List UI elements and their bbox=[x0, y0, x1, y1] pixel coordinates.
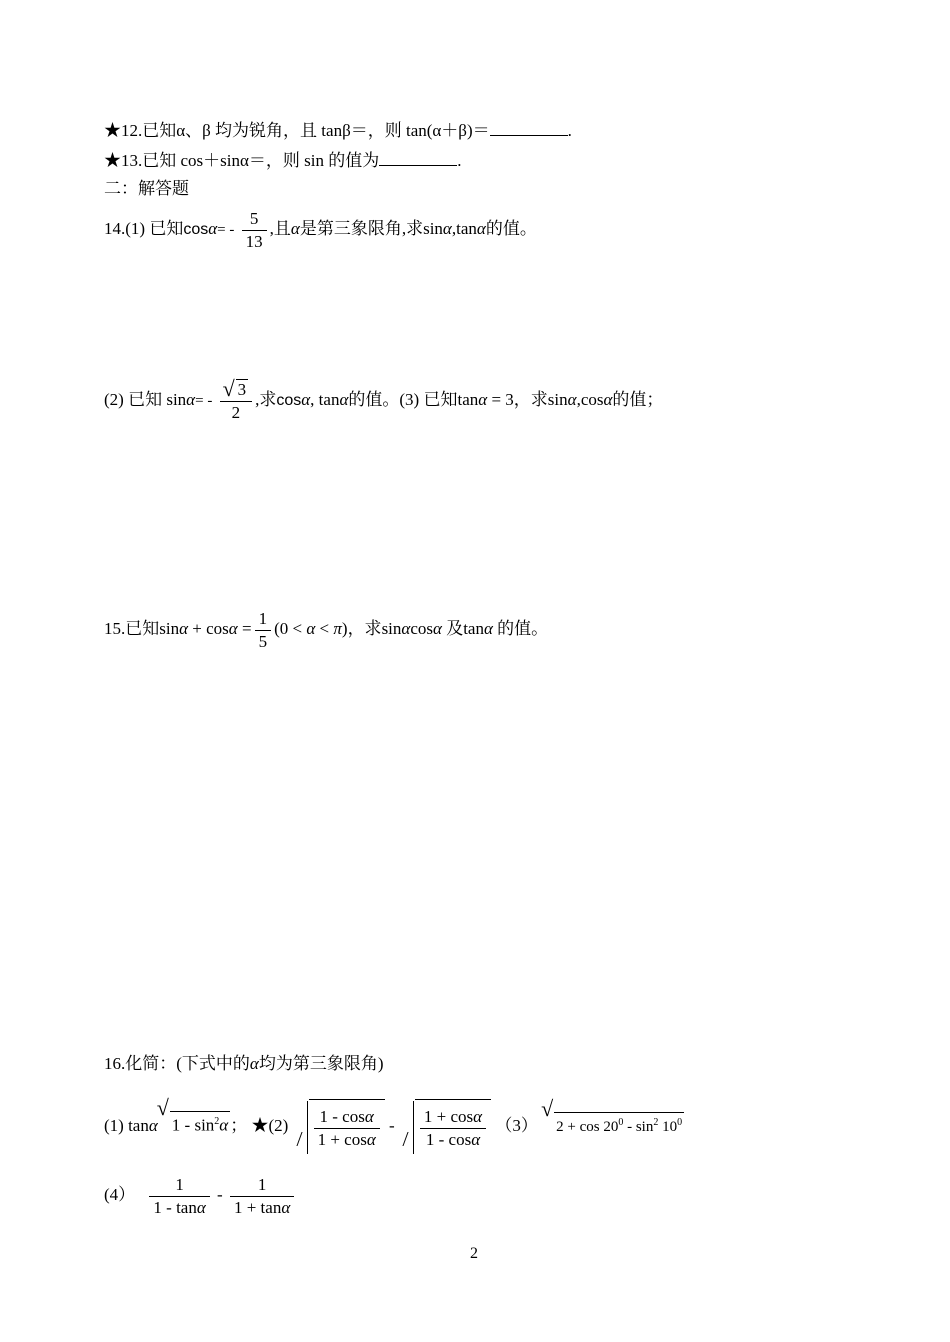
numerator: 1 bbox=[175, 1174, 184, 1194]
numerator: 1 - cos bbox=[319, 1107, 365, 1127]
pi-symbol: π bbox=[333, 619, 342, 638]
alpha-symbol: α bbox=[228, 619, 238, 638]
star-icon: ★ bbox=[251, 1116, 269, 1135]
q14-p3-eq: = 3 bbox=[491, 390, 514, 409]
numerator: 5 bbox=[249, 208, 259, 228]
page-number: 2 bbox=[470, 1245, 478, 1262]
q12-text: 12.已知α、β 均为锐角，且 tanβ＝，则 tan(α＋β)＝ bbox=[121, 121, 490, 140]
q15-sin: sin bbox=[159, 619, 180, 638]
sqrt bbox=[158, 1098, 230, 1154]
expr3-end: 10 bbox=[662, 1119, 678, 1135]
question-15 bbox=[104, 605, 548, 653]
question-12 bbox=[104, 119, 572, 143]
q14-p1-cos: cos bbox=[183, 221, 209, 238]
denominator: 13 bbox=[242, 230, 267, 253]
alpha-symbol: α bbox=[476, 219, 486, 238]
alpha-symbol: α bbox=[249, 1054, 259, 1073]
radicand: 3 bbox=[237, 379, 247, 399]
q15-prefix: 15.已知 bbox=[104, 619, 160, 638]
sqrt bbox=[224, 379, 249, 401]
numerator: 1 bbox=[258, 608, 268, 628]
alpha-symbol: α bbox=[483, 619, 493, 638]
expr1-radicand: 1 - sin bbox=[171, 1116, 215, 1135]
q14-p3-cos: cos bbox=[580, 390, 604, 409]
q14-p3-end: 的值； bbox=[612, 390, 664, 409]
expr3-radicand: 2 + cos 20 bbox=[556, 1119, 619, 1135]
fraction bbox=[149, 1174, 209, 1219]
alpha-symbol: α bbox=[364, 1107, 374, 1127]
q14-p1-sin: sin bbox=[423, 219, 443, 238]
fraction bbox=[420, 1106, 486, 1151]
alpha-symbol: α bbox=[148, 1116, 158, 1135]
star-icon: ★ bbox=[104, 121, 121, 140]
star-icon: ★ bbox=[104, 151, 121, 170]
denominator: 1 - cos bbox=[425, 1130, 472, 1150]
question-16-expressions bbox=[104, 1098, 684, 1156]
alpha-symbol: α bbox=[219, 1116, 229, 1135]
q14-p2-eq: = - bbox=[195, 393, 213, 409]
q13-end: . bbox=[457, 151, 462, 170]
q15-cond-open: (0 < bbox=[274, 619, 303, 638]
question-14-part1 bbox=[104, 205, 537, 254]
q14-p1-end: 的值。 bbox=[485, 219, 537, 238]
expr1-label: (1) bbox=[104, 1116, 124, 1135]
q14-p2-end: 的值。(3) 已知 bbox=[348, 390, 458, 409]
denominator: 5 bbox=[255, 630, 272, 653]
superscript: 2 bbox=[653, 1117, 659, 1128]
q13-text: 13.已知 cos＋sinα＝，则 sin 的值为 bbox=[121, 151, 380, 170]
q14-p2-prefix: (2) 已知 sin bbox=[104, 390, 187, 409]
alpha-symbol: α bbox=[290, 219, 300, 238]
denominator: 2 bbox=[220, 401, 253, 424]
comma: , bbox=[310, 390, 315, 409]
q15-cos: cos bbox=[206, 619, 229, 638]
sqrt bbox=[399, 1099, 491, 1156]
alpha-symbol: α bbox=[186, 390, 196, 409]
q14-p2-tan: tan bbox=[318, 390, 340, 409]
alpha-symbol: α bbox=[471, 1130, 481, 1150]
fraction bbox=[314, 1106, 380, 1151]
expr1-tan: tan bbox=[128, 1116, 149, 1135]
question-16-expression-4 bbox=[104, 1170, 297, 1220]
alpha-symbol: α bbox=[179, 619, 189, 638]
alpha-symbol: α bbox=[401, 619, 411, 638]
question-13 bbox=[104, 149, 462, 173]
q14-p1-mid: ,且 bbox=[269, 219, 291, 238]
q16-title-suffix: 均为第三象限角) bbox=[258, 1054, 384, 1073]
sqrt bbox=[542, 1099, 684, 1155]
alpha-symbol: α bbox=[567, 390, 577, 409]
q15-and: 及 bbox=[446, 619, 464, 638]
answer-blank bbox=[490, 121, 568, 136]
expr2-label: (2) bbox=[268, 1116, 289, 1135]
q14-p1-prefix: 14.(1) 已知 bbox=[104, 219, 184, 238]
minus-sign: - bbox=[217, 1185, 223, 1204]
q15-mid: ，求 bbox=[347, 619, 382, 638]
denominator: 1 - tan bbox=[153, 1197, 197, 1217]
expr3-mid: - sin bbox=[627, 1119, 654, 1135]
superscript: 2 bbox=[214, 1116, 220, 1128]
alpha-symbol: α bbox=[366, 1130, 376, 1150]
fraction bbox=[220, 379, 253, 424]
q14-p1-eq: = - bbox=[217, 222, 235, 238]
fraction bbox=[255, 608, 272, 653]
sqrt bbox=[293, 1099, 385, 1156]
question-16-title bbox=[104, 1052, 384, 1076]
plus-sign: + bbox=[192, 619, 202, 638]
less-than: < bbox=[319, 619, 330, 638]
fraction bbox=[242, 208, 267, 253]
alpha-symbol: α bbox=[339, 390, 349, 409]
equals-sign: = bbox=[241, 619, 252, 638]
alpha-symbol: α bbox=[603, 390, 613, 409]
denominator: 1 + cos bbox=[317, 1130, 367, 1150]
minus-sign: - bbox=[389, 1116, 395, 1135]
alpha-symbol: α bbox=[473, 1107, 483, 1127]
q14-p3-sin: sin bbox=[547, 390, 568, 409]
q16-title-prefix: 16.化简：(下式中的 bbox=[104, 1054, 250, 1073]
q14-p1-tan: tan bbox=[456, 219, 477, 238]
alpha-symbol: α bbox=[208, 219, 218, 238]
q15-tan: tan bbox=[463, 619, 484, 638]
q14-p2-mid: ,求 bbox=[255, 390, 277, 409]
superscript: 0 bbox=[618, 1117, 624, 1128]
q14-p1-mid2: 是第三象限角,求 bbox=[299, 219, 424, 238]
numerator: 1 bbox=[257, 1174, 267, 1194]
expr4-label: (4） bbox=[104, 1185, 136, 1204]
q15-sin2: sin bbox=[381, 619, 402, 638]
alpha-symbol: α bbox=[306, 619, 316, 638]
q15-cond-close: ) bbox=[341, 619, 348, 638]
separator: ； bbox=[230, 1116, 248, 1135]
question-14-part2-3 bbox=[104, 376, 663, 425]
alpha-symbol: α bbox=[196, 1197, 206, 1217]
expr3-label: （3） bbox=[495, 1116, 538, 1135]
q15-cos2: cos bbox=[410, 619, 434, 638]
alpha-symbol: α bbox=[442, 219, 452, 238]
q14-p2-cos: cos bbox=[276, 392, 302, 409]
comma: , bbox=[576, 390, 581, 409]
q14-p3-tan: tan bbox=[457, 390, 479, 409]
numerator: 1 + cos bbox=[423, 1107, 474, 1127]
comma: , bbox=[451, 219, 457, 238]
fraction bbox=[230, 1174, 294, 1219]
q14-p3-mid: ，求 bbox=[513, 390, 548, 409]
alpha-symbol: α bbox=[301, 390, 311, 409]
alpha-symbol: α bbox=[433, 619, 442, 638]
alpha-symbol: α bbox=[281, 1197, 291, 1217]
alpha-symbol: α bbox=[478, 390, 488, 409]
q15-end: 的值。 bbox=[497, 619, 549, 638]
section-title: 二：解答题 bbox=[104, 179, 189, 198]
superscript: 0 bbox=[677, 1117, 683, 1128]
answer-blank bbox=[379, 151, 457, 166]
denominator: 1 + tan bbox=[233, 1197, 282, 1217]
q12-end: . bbox=[567, 121, 572, 140]
